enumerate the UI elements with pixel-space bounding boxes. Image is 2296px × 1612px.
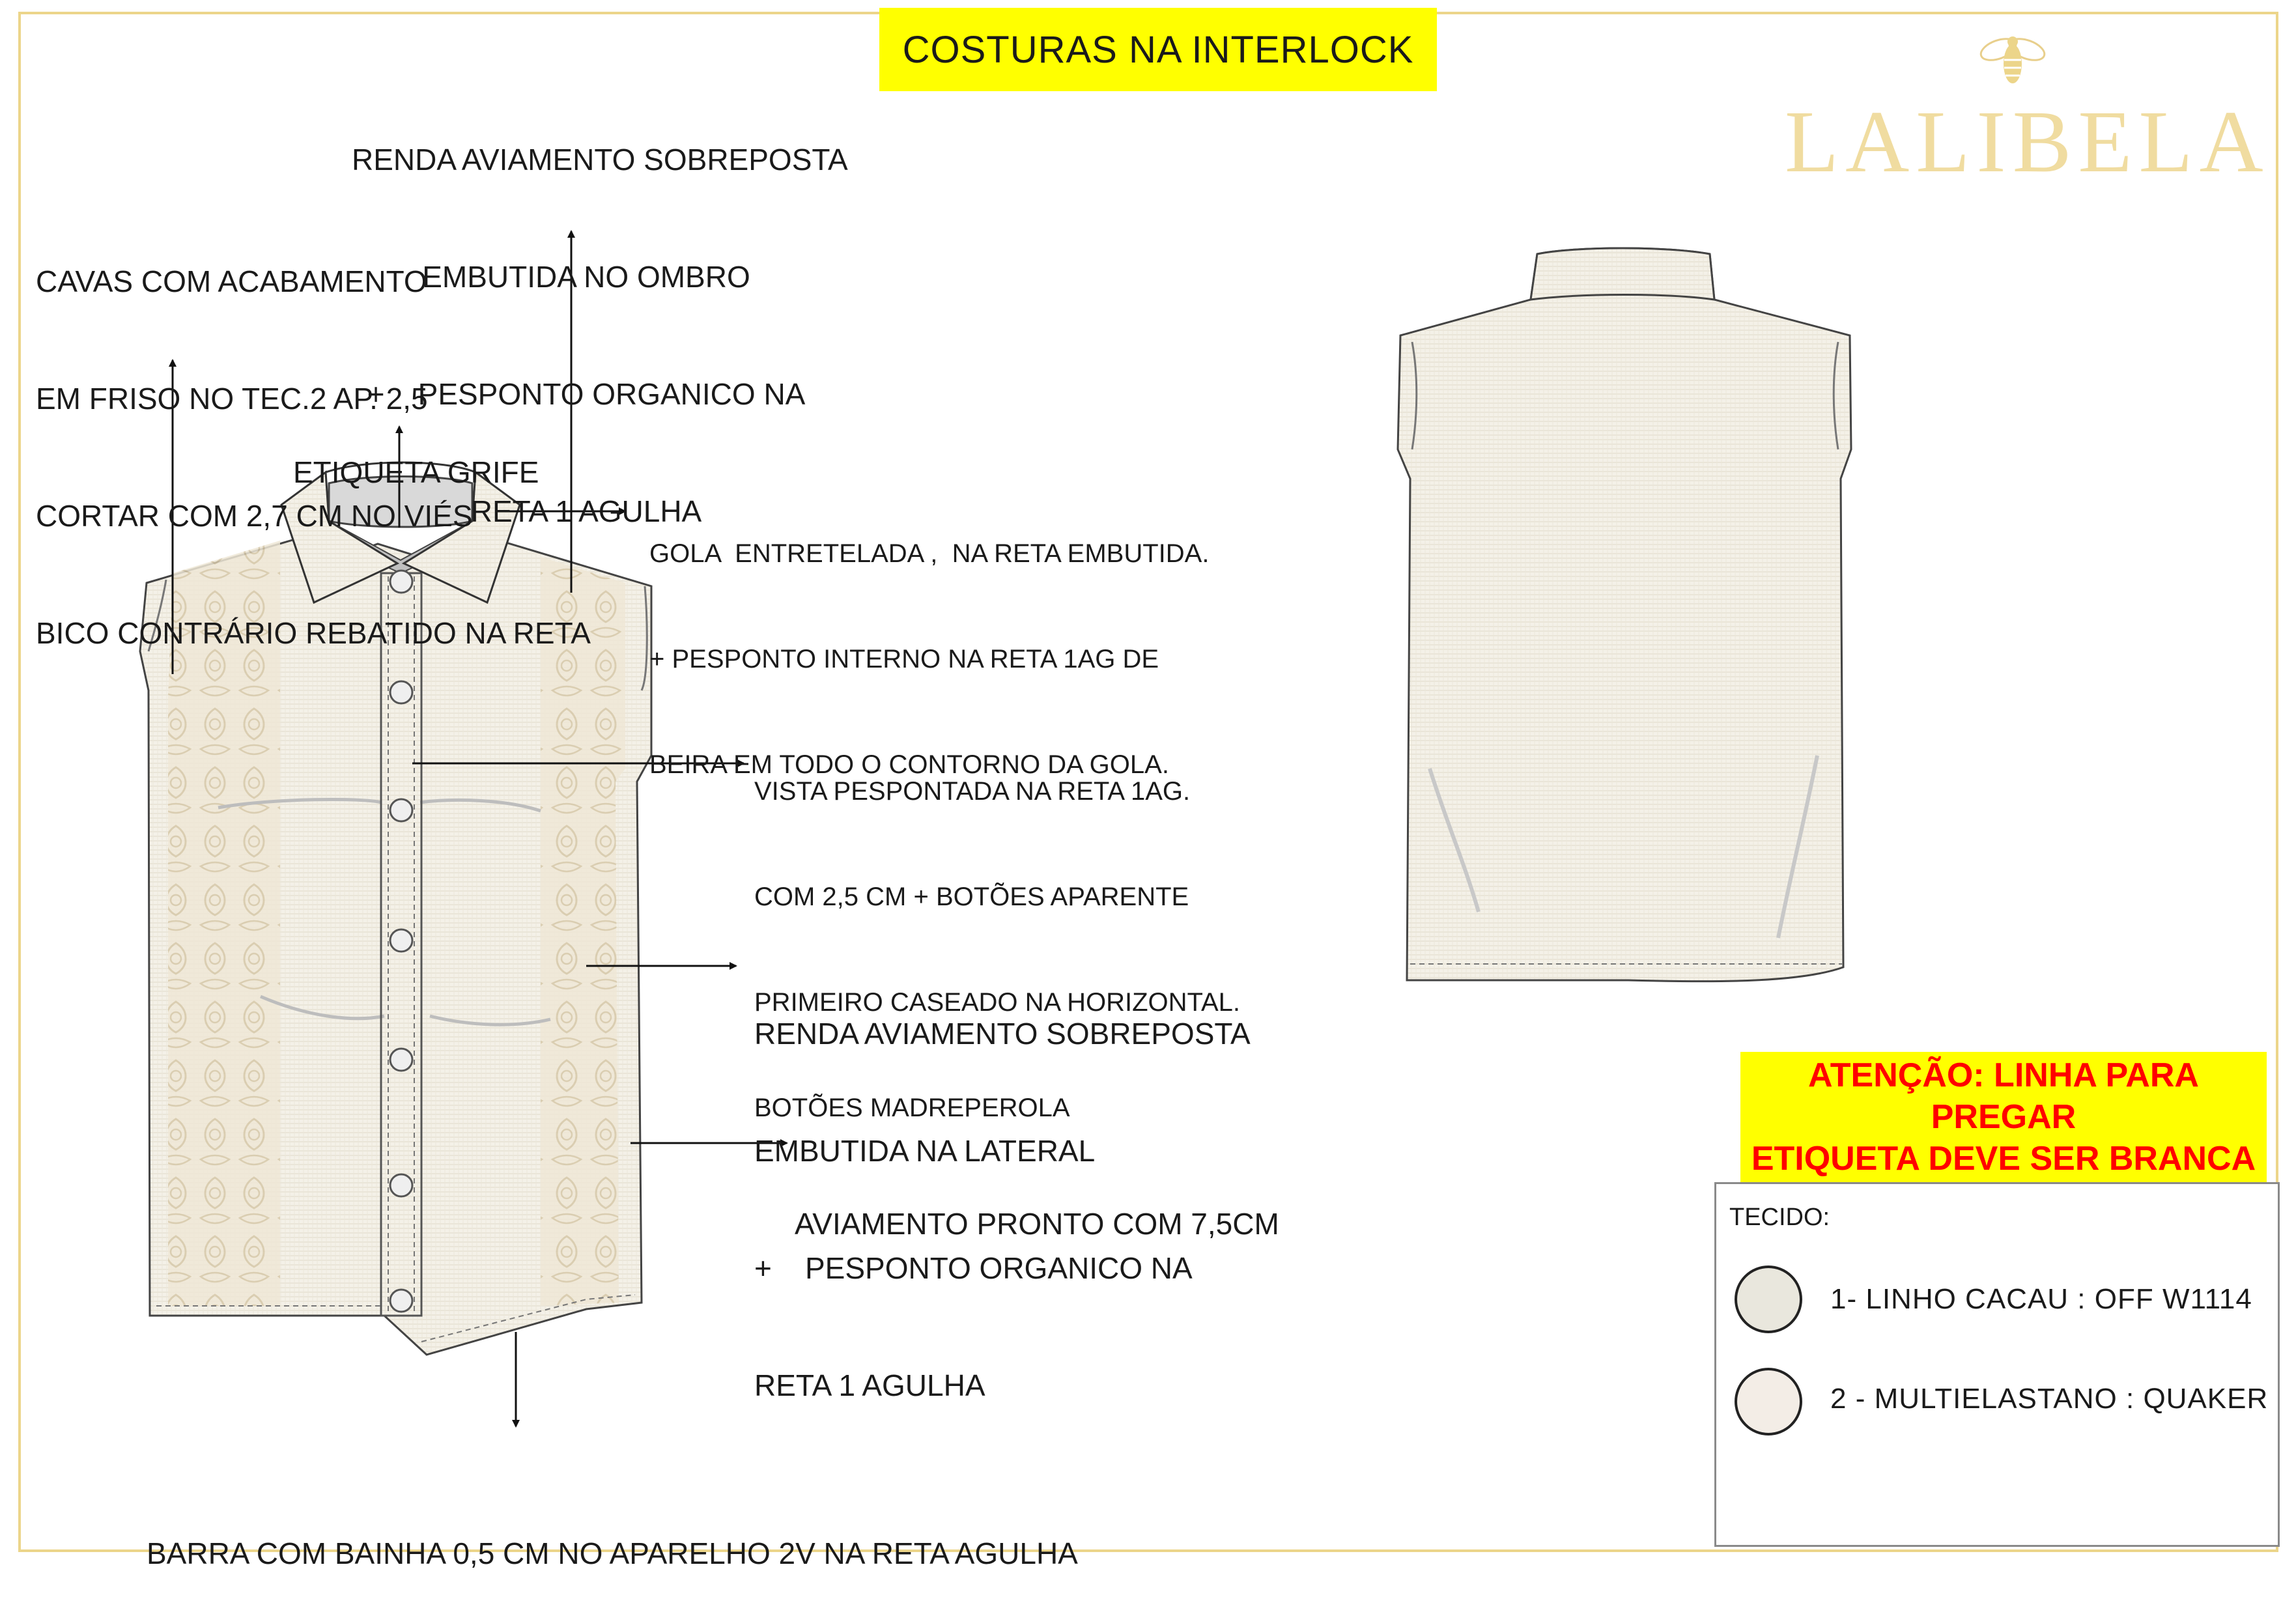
shirt-button: [390, 799, 412, 821]
shirt-button: [390, 1290, 412, 1312]
note-etiqueta: ETIQUETA GRIFE: [293, 455, 539, 489]
note-aviamento: AVIAMENTO PRONTO COM 7,5CM: [795, 1207, 1279, 1241]
fabric-swatch-2: [1735, 1368, 1802, 1435]
attention-line-2: ETIQUETA DEVE SER BRANCA: [1751, 1140, 2256, 1178]
fabric-label-1: 1- LINHO CACAU : OFF W1114: [1830, 1283, 2252, 1315]
shirt-button: [390, 1174, 412, 1196]
shirt-button: [390, 929, 412, 952]
fabric-label-2: 2 - MULTIELASTANO : QUAKER: [1830, 1383, 2269, 1415]
fabric-title: TECIDO:: [1729, 1204, 1830, 1231]
note-cavas: CAVAS COM ACABAMENTO EM FRISO NO TEC.2 AP. 2,5 CORTAR COM 2,7 CM NO VIÉS BICO CONTRÁRIO REBATIDO NA RETA: [36, 264, 591, 650]
shirt-button: [390, 1049, 412, 1071]
note-vista: VISTA PESPONTADA NA RETA 1AG. COM 2,5 CM + BOTÕES APARENTE PRIMEIRO CASEADO NA HORIZONTAL. BOTÕES MADREPEROLA: [754, 777, 1241, 1122]
note-barra: BARRA COM BAINHA 0,5 CM NO APARELHO 2V NA RETA AGULHA: [147, 1536, 1078, 1570]
attention-line-1: ATENÇÃO: LINHA PARA PREGAR: [1808, 1056, 2199, 1136]
note-renda-ombro: RENDA AVIAMENTO SOBREPOSTA EMBUTIDA NO OMBRO + PESPONTO ORGANICO NA RETA 1 AGULHA: [352, 143, 848, 528]
note-gola: GOLA ENTRETELADA , NA RETA EMBUTIDA. + PESPONTO INTERNO NA RETA 1AG DE BEIRA EM TODO O CONTORNO DA GOLA.: [649, 539, 1210, 779]
page-title-text: COSTURAS NA INTERLOCK: [902, 28, 1414, 71]
fabric-panel: [1714, 1182, 2280, 1547]
fabric-swatch-1: [1735, 1266, 1802, 1333]
brand-name: LALIBELA: [1785, 93, 2270, 191]
note-renda-lateral: RENDA AVIAMENTO SOBREPOSTA EMBUTIDA NA LATERAL + PESPONTO ORGANICO NA RETA 1 AGULHA: [754, 1017, 1251, 1402]
attention-banner: [1740, 1052, 2267, 1182]
back-shirt: [1398, 248, 1851, 982]
